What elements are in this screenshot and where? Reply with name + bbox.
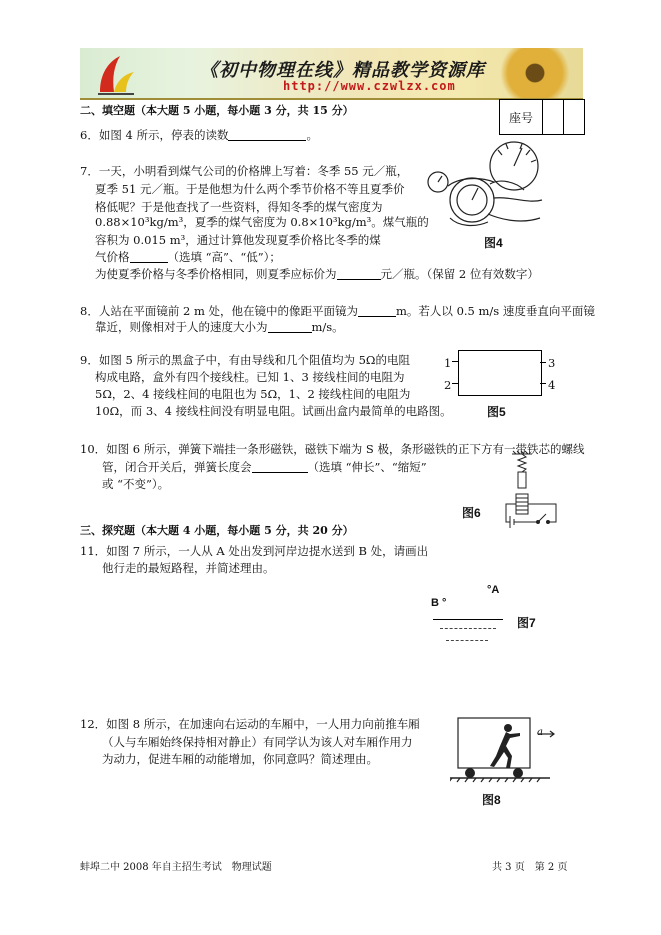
q11-line1: 11．如图 7 所示，一人从 A 处出发到河岸边提水送到 B 处，请画出 — [80, 544, 429, 558]
fig5-wire-3 — [540, 362, 546, 363]
fig8-wheel-right — [513, 768, 523, 778]
q9-line3: 5Ω，2、4 接线柱间的电阻也为 5Ω，1、2 接线柱间的电阻为 — [95, 387, 411, 401]
q10-line1: 10．如图 6 所示，弹簧下端挂一条形磁铁，磁铁下端为 S 极，条形磁铁的正下方有一带铁芯的螺线 — [80, 442, 585, 456]
footer-exam-title: 蚌埠二中 2008 年自主招生考试 物理试题 — [80, 862, 272, 873]
figure-5-caption: 图5 — [487, 405, 506, 419]
q10-line3: 或 “不变”）。 — [102, 477, 170, 491]
q7-line2: 夏季 51 元／瓶。于是他想为什么两个季节价格不等且夏季价 — [95, 182, 405, 196]
figure-8-caption: 图8 — [482, 793, 501, 807]
q7-line6-text: 气价格 — [95, 250, 130, 264]
figure-4-caption: 图4 — [484, 236, 503, 250]
figure-7-caption: 图7 — [517, 616, 536, 630]
q8-speed-blank[interactable] — [268, 320, 312, 333]
header-banner — [80, 48, 583, 100]
q9-line4: 10Ω，而 3、4 接线柱间没有明显电阻。试画出盒内最简单的电路图。 — [95, 404, 452, 418]
q8-line1 — [80, 303, 595, 319]
q12-line3: 为动力，促进车厢的动能增加，你同意吗？简述理由。 — [102, 752, 378, 766]
q10-line2 — [102, 459, 427, 475]
q7-line7 — [95, 266, 539, 282]
figure-6-caption: 图6 — [462, 506, 481, 520]
q10-spring-blank[interactable] — [252, 460, 308, 473]
fig5-terminal-2: 2 — [444, 378, 452, 392]
figure-5-black-box — [458, 350, 542, 396]
question-6 — [80, 127, 318, 143]
fig5-wire-1 — [452, 361, 458, 362]
seat-number-box — [499, 99, 585, 135]
q6-text: 6．如图 4 所示，停表的读数 — [80, 128, 229, 142]
banner-url[interactable]: http://www.czwlzx.com — [283, 79, 456, 93]
q7-line6 — [95, 249, 281, 265]
q7-line1: 7．一天，小明看到煤气公司的价格牌上写着：冬季 55 元／瓶， — [80, 164, 409, 178]
fig8-acceleration-label: a — [537, 727, 543, 738]
seat-cell-2[interactable] — [564, 100, 584, 134]
q7-price-blank[interactable] — [130, 250, 168, 263]
fig7-point-a: °A — [487, 584, 500, 596]
q7-summer-price-blank[interactable] — [337, 267, 381, 280]
q7-line7-text-end: 元／瓶。（保留 2 位有效数字） — [380, 267, 539, 281]
fig5-terminal-3: 3 — [548, 356, 556, 370]
figure-6-solenoid — [498, 450, 568, 540]
q8-line2 — [95, 319, 344, 335]
q9-line1: 9．如图 5 所示的黑盒子中，有由导线和几个阻值均为 5Ω的电阻 — [80, 353, 410, 367]
sunflower-decoration — [500, 48, 570, 100]
q7-line3: 格低呢？于是他查找了一些资料，得知冬季的煤气密度为 — [95, 200, 383, 214]
q12-line1: 12．如图 8 所示，在加速向右运动的车厢中，一人用力向前推车厢 — [80, 717, 420, 731]
q6-answer-blank[interactable] — [228, 128, 306, 141]
q6-text-end: 。 — [306, 128, 318, 142]
q8-image-distance-blank[interactable] — [358, 304, 396, 317]
figure-8-carriage — [450, 712, 562, 790]
q10-line2-text: 管，闭合开关后，弹簧长度会 — [102, 460, 252, 474]
fig7-water-line-2 — [446, 640, 488, 641]
fig5-wire-4 — [540, 383, 546, 384]
site-logo-icon — [94, 52, 138, 96]
seat-label: 座号 — [500, 100, 543, 134]
footer-page-number: 共 3 页 第 2 页 — [492, 862, 568, 873]
figure-4-stopwatch — [418, 138, 548, 238]
section3-heading: 三、探究题（本大题 4 小题，每小题 5 分，共 20 分） — [80, 524, 354, 537]
fig5-terminal-1: 1 — [444, 356, 452, 370]
q7-line5: 容积为 0.015 m³，通过计算他发现夏季价格比冬季的煤 — [95, 233, 381, 247]
fig5-terminal-4: 4 — [548, 378, 556, 392]
fig7-river-bank — [433, 619, 503, 620]
q9-line2: 构成电路，盒外有四个接线柱。已知 1、3 接线柱间的电阻为 — [95, 370, 405, 384]
section2-heading: 二、填空题（本大题 5 小题，每小题 3 分，共 15 分） — [80, 104, 354, 117]
q7-line4: 0.88×10³kg/m³，夏季的煤气密度为 0.8×10³kg/m³。煤气瓶的 — [95, 215, 429, 229]
seat-cell-1[interactable] — [543, 100, 564, 134]
q7-line6-text-end: （选填 “高”、“低”）； — [167, 250, 281, 264]
q11-line2: 他行走的最短路程，并简述理由。 — [102, 561, 275, 575]
fig8-wheel-left — [465, 768, 475, 778]
q12-line2: （人与车厢始终保持相对静止）有同学认为该人对车厢作用力 — [102, 735, 413, 749]
fig7-point-b: B ° — [431, 597, 447, 609]
fig7-water-line-1 — [440, 628, 496, 629]
banner-title: 《初中物理在线》精品教学资源库 — [200, 60, 485, 81]
q8-line2-text-end: m/s。 — [311, 320, 344, 334]
q10-line2-text-end: （选填 “伸长”、“缩短” — [307, 460, 427, 474]
q8-line1-text-end: m。若人以 0.5 m/s 速度垂直向平面镜 — [396, 304, 595, 318]
q7-line7-text: 为使夏季价格与冬季价格相同，则夏季应标价为 — [95, 267, 337, 281]
q8-line1-text: 8．人站在平面镜前 2 m 处，他在镜中的像距平面镜为 — [80, 304, 359, 318]
q8-line2-text: 靠近，则像相对于人的速度大小为 — [95, 320, 268, 334]
fig5-wire-2 — [452, 383, 458, 384]
